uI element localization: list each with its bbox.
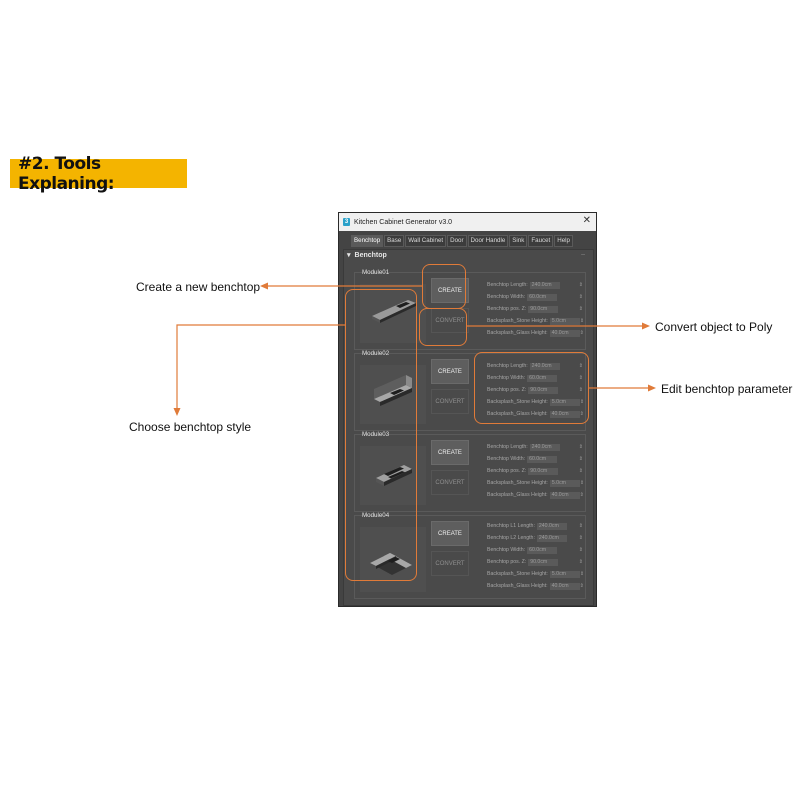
parameter-row <box>487 279 583 291</box>
panel-header[interactable] <box>347 251 387 259</box>
parameter-input[interactable]: 90.0cm <box>528 468 558 475</box>
parameter-input[interactable]: 60.0cm <box>527 294 557 301</box>
callout-edit: Edit benchtop parameter <box>661 382 793 396</box>
parameter-input[interactable]: 60.0cm <box>527 547 557 554</box>
section-heading: #2. Tools Explaning: <box>10 159 187 188</box>
parameter-label: Benchtop Width: <box>487 294 526 300</box>
parameter-input[interactable]: 240.0cm <box>530 444 560 451</box>
app-icon: 3 <box>344 219 349 225</box>
parameter-list <box>487 520 583 592</box>
parameter-input[interactable]: 5.0cm <box>550 318 580 325</box>
parameter-row <box>487 477 583 489</box>
convert-button[interactable]: CONVERT <box>431 308 469 333</box>
arrow-head-icon <box>260 283 268 290</box>
parameter-row <box>487 520 583 532</box>
spinner-icon[interactable]: ⇕ <box>579 583 584 589</box>
spinner-icon[interactable]: ⇕ <box>578 282 583 288</box>
create-button[interactable]: CREATE <box>431 359 469 384</box>
tab-sink[interactable]: Sink <box>509 235 527 247</box>
parameter-label: Backsplash_Stone Height: <box>487 480 548 486</box>
parameter-row <box>487 465 583 477</box>
parameter-input[interactable]: 90.0cm <box>528 559 558 566</box>
parameter-label: Benchtop Width: <box>487 456 526 462</box>
parameter-label: Benchtop pos. Z: <box>487 306 527 312</box>
highlight-styles <box>345 289 417 581</box>
convert-button[interactable]: CONVERT <box>431 389 469 414</box>
spinner-icon[interactable]: ⇕ <box>578 387 583 393</box>
parameter-label: Backsplash_Glass Height: <box>487 411 548 417</box>
parameter-row <box>487 489 583 501</box>
parameter-list <box>487 279 583 339</box>
callout-create: Create a new benchtop <box>136 280 261 294</box>
arrow-head-icon <box>648 385 656 392</box>
spinner-icon[interactable]: ⇕ <box>579 492 584 498</box>
spinner-icon[interactable]: ⇕ <box>578 468 583 474</box>
tab-faucet[interactable]: Faucet <box>528 235 553 247</box>
parameter-row <box>487 315 583 327</box>
spinner-icon[interactable]: ⇕ <box>579 318 585 324</box>
arrow-head-icon <box>174 408 181 416</box>
create-button[interactable]: CREATE <box>431 440 469 465</box>
parameter-label: Benchtop pos. Z: <box>487 468 527 474</box>
highlight-create <box>422 264 466 309</box>
parameter-input[interactable]: 5.0cm <box>550 571 580 578</box>
parameter-input[interactable]: 90.0cm <box>528 387 558 394</box>
spinner-icon[interactable]: ⇕ <box>579 330 584 336</box>
spinner-icon[interactable]: ⇕ <box>578 444 583 450</box>
tab-door[interactable]: Door <box>447 235 466 247</box>
parameter-row <box>487 327 583 339</box>
parameter-list <box>487 441 583 501</box>
callout-choose: Choose benchtop style <box>129 420 252 434</box>
tab-help[interactable]: Help <box>554 235 573 247</box>
callout-convert: Convert object to Poly <box>655 320 773 334</box>
parameter-input[interactable]: 40.0cm <box>550 411 580 418</box>
parameter-label: Benchtop Length: <box>487 444 528 450</box>
spinner-icon[interactable]: ⇕ <box>579 399 585 405</box>
highlight-convert <box>419 308 467 346</box>
tab-base[interactable]: Base <box>384 235 404 247</box>
highlight-parameters <box>474 352 589 424</box>
tab-door-handle[interactable]: Door Handle <box>468 235 509 247</box>
spinner-icon[interactable]: ⇕ <box>578 363 583 369</box>
close-icon[interactable]: ✕ <box>582 215 591 226</box>
spinner-icon[interactable]: ⇕ <box>579 480 585 486</box>
parameter-label: Benchtop pos. Z: <box>487 387 527 393</box>
tab-bar <box>351 235 573 247</box>
parameter-row <box>487 441 583 453</box>
parameter-input[interactable]: 240.0cm <box>537 535 567 542</box>
spinner-icon[interactable]: ⇕ <box>579 411 584 417</box>
parameter-label: Backsplash_Stone Height: <box>487 399 548 405</box>
spinner-icon[interactable]: ⇕ <box>578 306 583 312</box>
spinner-icon[interactable]: ⇕ <box>578 559 583 565</box>
parameter-input[interactable]: 40.0cm <box>550 583 580 590</box>
parameter-label: Benchtop pos. Z: <box>487 559 527 565</box>
spinner-icon[interactable]: ⇕ <box>578 375 583 381</box>
spinner-icon[interactable]: ⇕ <box>578 547 583 553</box>
window-titlebar[interactable] <box>339 213 596 231</box>
window-title: Kitchen Cabinet Generator v3.0 <box>354 218 453 226</box>
parameter-input[interactable]: 40.0cm <box>550 330 580 337</box>
parameter-input[interactable]: 90.0cm <box>528 306 558 313</box>
parameter-label: Backsplash_Glass Height: <box>487 492 548 498</box>
spinner-icon[interactable]: ⇕ <box>578 294 583 300</box>
parameter-input[interactable]: 60.0cm <box>527 375 557 382</box>
parameter-row <box>487 568 583 580</box>
parameter-row <box>487 544 583 556</box>
parameter-row <box>487 453 583 465</box>
parameter-input[interactable]: 60.0cm <box>527 456 557 463</box>
parameter-row <box>487 532 583 544</box>
arrow-head-icon <box>642 323 650 330</box>
parameter-row <box>487 580 583 592</box>
collapse-arrow-icon: ▾ <box>347 252 351 259</box>
module-label: Module03 <box>362 431 390 438</box>
parameter-label: Backsplash_Glass Height: <box>487 583 548 589</box>
parameter-input[interactable]: 5.0cm <box>550 480 580 487</box>
panel-title: Benchtop <box>354 251 387 259</box>
parameter-input[interactable]: 240.0cm <box>537 523 567 530</box>
create-button[interactable]: CREATE <box>431 278 469 303</box>
create-button[interactable]: CREATE <box>431 521 469 546</box>
module-label: Module02 <box>362 350 390 357</box>
parameter-input[interactable]: 5.0cm <box>550 399 580 406</box>
spinner-icon[interactable]: ⇕ <box>578 523 583 529</box>
tab-wall-cabinet[interactable]: Wall Cabinet <box>405 235 446 247</box>
parameter-label: Benchtop Length: <box>487 363 528 369</box>
parameter-row <box>487 291 583 303</box>
tab-benchtop[interactable]: Benchtop <box>351 235 383 247</box>
module-label: Module01 <box>362 269 390 276</box>
parameter-label: Backsplash_Glass Height: <box>487 330 548 336</box>
parameter-label: Benchtop Width: <box>487 375 526 381</box>
module-label: Module04 <box>362 512 390 519</box>
parameter-label: Benchtop L1 Length: <box>487 523 535 529</box>
parameter-label: Backsplash_Stone Height: <box>487 318 548 324</box>
convert-button[interactable]: CONVERT <box>431 470 469 495</box>
parameter-row <box>487 303 583 315</box>
panel-dash: – <box>581 251 585 258</box>
arrow-choose <box>177 325 345 410</box>
parameter-label: Benchtop Width: <box>487 547 526 553</box>
spinner-icon[interactable]: ⇕ <box>578 456 583 462</box>
spinner-icon[interactable]: ⇕ <box>579 571 585 577</box>
spinner-icon[interactable]: ⇕ <box>578 535 583 541</box>
parameter-label: Benchtop Length: <box>487 282 528 288</box>
parameter-row <box>487 556 583 568</box>
convert-button[interactable]: CONVERT <box>431 551 469 576</box>
parameter-input[interactable]: 240.0cm <box>530 282 560 289</box>
parameter-label: Backsplash_Stone Height: <box>487 571 548 577</box>
parameter-input[interactable]: 40.0cm <box>550 492 580 499</box>
parameter-label: Benchtop L2 Length: <box>487 535 535 541</box>
parameter-input[interactable]: 240.0cm <box>530 363 560 370</box>
